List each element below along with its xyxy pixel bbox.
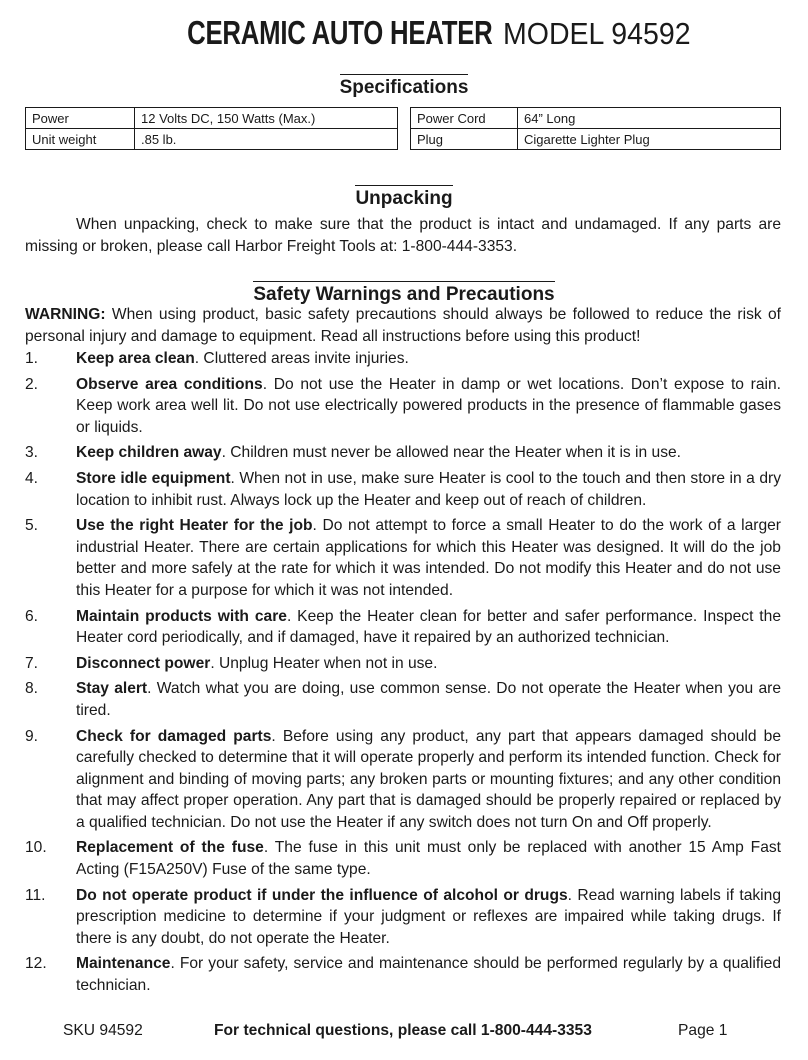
item-number: 8. xyxy=(25,680,39,698)
item-text: . The fuse in this unit must only be replaced with another 15 Amp Fast Acting (F15A250V) Fuse of the same type. xyxy=(76,839,781,879)
list-item xyxy=(25,653,781,675)
spec-label: Plug xyxy=(411,129,518,150)
item-text: . Unplug Heater when not in use. xyxy=(210,654,438,672)
warning-paragraph xyxy=(25,304,781,348)
item-title: Store idle equipment xyxy=(76,469,231,487)
item-title: Disconnect power xyxy=(76,654,211,672)
specifications-heading: Specifications xyxy=(0,74,808,99)
item-text: . Do not use the Heater in damp or wet locations. Don’t expose to rain. Keep work area well lit. Do not use electrically powered products in the presence of flammable gases or liquids. xyxy=(76,375,781,436)
footer-tech-support: For technical questions, please call 1-800-444-3353 xyxy=(214,1022,592,1039)
item-title: Do not operate product if under the influence of alcohol or drugs xyxy=(76,886,568,904)
item-number: 6. xyxy=(25,607,39,625)
item-title: Replacement of the fuse xyxy=(76,839,264,857)
item-title: Use the right Heater for the job xyxy=(76,517,313,535)
item-number: 2. xyxy=(25,375,39,393)
spec-value: 64” Long xyxy=(518,108,781,129)
list-item xyxy=(25,515,781,601)
product-title: CERAMIC AUTO HEATER xyxy=(187,14,493,51)
list-item xyxy=(25,726,781,834)
list-item xyxy=(25,837,781,880)
table-row xyxy=(411,129,781,150)
item-number: 11. xyxy=(25,886,46,904)
spec-value: .85 lb. xyxy=(135,129,398,150)
item-text: . Do not attempt to force a small Heater to do the work of a larger industrial Heater. There are certain applications for which this Heater was designed. It will do the job better and more safely at the rate for which it was intended. Do not modify this Heater and do not use this Heater for a purpose for which it was not intended. xyxy=(76,517,781,599)
unpacking-heading: Unpacking xyxy=(0,185,808,210)
item-text: . For your safety, service and maintenance should be performed regularly by a qualified technician. xyxy=(76,955,781,995)
safety-heading: Safety Warnings and Precautions xyxy=(0,281,808,306)
item-title: Check for damaged parts xyxy=(76,727,272,745)
document-title xyxy=(0,14,808,52)
item-text: . Watch what you are doing, use common sense. Do not operate the Heater when you are tired. xyxy=(76,680,781,719)
item-number: 9. xyxy=(25,727,39,745)
item-text: . Before using any product, any part that appears damaged should be carefully checked to determine that it will operate properly and perform its intended function. Check for alignment and binding of moving parts; any broken parts or mounting fixtures; and any other condition that may affect proper operation. Any part that is damaged should be properly repaired or replaced by a qualified technician. Do not use the Heater if any switch does not turn On and Off properly. xyxy=(76,727,781,831)
safety-list xyxy=(25,348,781,1001)
table-row xyxy=(26,129,398,150)
spec-label: Power Cord xyxy=(411,108,518,129)
model-number: MODEL 94592 xyxy=(503,16,691,51)
item-text: . Children must never be allowed near the Heater when it is in use. xyxy=(221,444,682,462)
item-title: Keep children away xyxy=(76,444,222,462)
spec-label: Unit weight xyxy=(26,129,135,150)
item-title: Keep area clean xyxy=(76,350,195,367)
spec-value: Cigarette Lighter Plug xyxy=(518,129,781,150)
list-item xyxy=(25,468,781,511)
specs-table-right xyxy=(410,107,781,150)
item-number: 1. xyxy=(25,350,39,367)
list-item xyxy=(25,442,781,464)
item-number: 10. xyxy=(25,839,47,857)
item-number: 7. xyxy=(25,654,39,672)
item-number: 5. xyxy=(25,517,39,535)
item-text: . Keep the Heater clean for better and safer performance. Inspect the Heater cord periodically, and if damaged, have it repaired by an authorized technician. xyxy=(76,607,781,647)
spec-value: 12 Volts DC, 150 Watts (Max.) xyxy=(135,108,398,129)
item-text: . Read warning labels if taking prescription medicine to determine if your judgment or reflexes are impaired while taking drugs. If there is any doubt, do not operate the Heater. xyxy=(76,886,781,947)
footer-sku: SKU 94592 xyxy=(63,1022,143,1039)
table-row xyxy=(411,108,781,129)
spec-label: Power xyxy=(26,108,135,129)
list-item xyxy=(25,885,781,950)
item-title: Observe area conditions xyxy=(76,375,263,393)
warning-label: WARNING: xyxy=(25,306,106,323)
item-number: 4. xyxy=(25,469,39,487)
table-row xyxy=(26,108,398,129)
item-text: . Cluttered areas invite injuries. xyxy=(194,350,409,367)
unpacking-paragraph: When unpacking, check to make sure that the product is intact and undamaged. If any parts are missing or broken, please call Harbor Freight Tools at: 1-800-444-3353. xyxy=(25,216,781,255)
item-number: 3. xyxy=(25,444,39,462)
item-title: Maintain products with care xyxy=(76,607,287,625)
item-title: Stay alert xyxy=(76,680,148,698)
list-item xyxy=(25,953,781,996)
item-text: . When not in use, make sure Heater is cool to the touch and then store in a dry location to inhibit rust. Always lock up the Heater and keep out of reach of children. xyxy=(76,469,781,509)
list-item xyxy=(25,348,781,370)
item-number: 12. xyxy=(25,955,47,973)
item-title: Maintenance xyxy=(76,955,171,973)
list-item xyxy=(25,606,781,649)
list-item xyxy=(25,374,781,439)
list-item xyxy=(25,678,781,721)
specs-table-left xyxy=(25,107,398,150)
warning-text: When using product, basic safety precautions should always be followed to reduce the risk of personal injury and damage to equipment. Read all instructions before using this product! xyxy=(25,306,781,345)
page-number: Page 1 xyxy=(678,1022,728,1039)
